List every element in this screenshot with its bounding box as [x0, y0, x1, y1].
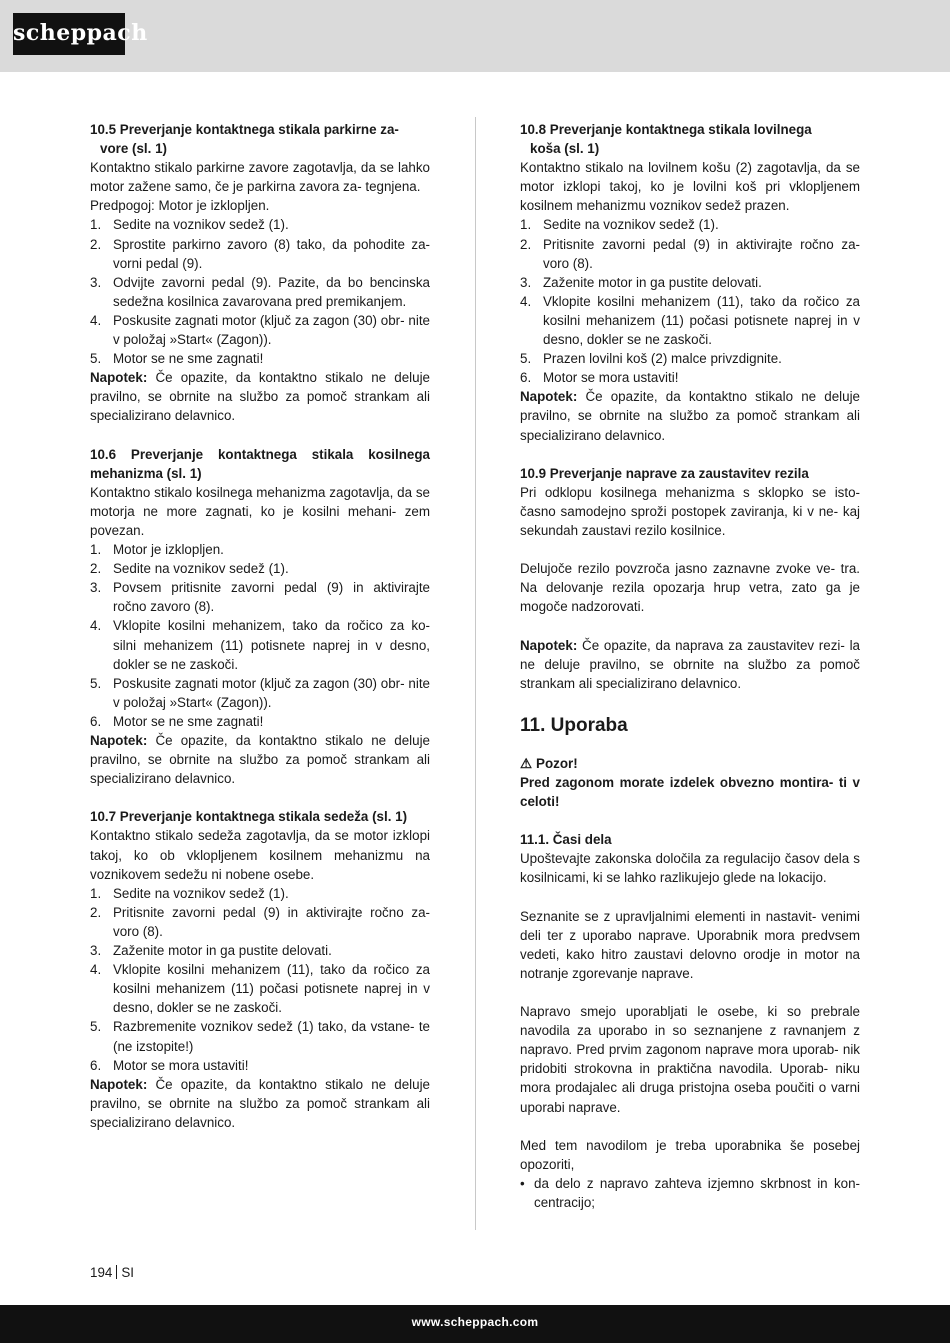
- section-10-5-steps: [90, 215, 430, 368]
- section-10-5-note: Napotek: Če opazite, da kontaktno stikalo ne deluje pravilno, se obrnite na službo za pomoč strankam ali specializirano delavnico.: [90, 370, 430, 424]
- section-10-8-heading: 10.8 Preverjanje kontaktnega stikala lovilnega koša (sl. 1): [520, 122, 812, 157]
- section-10-5-precondition: Predpogoj: Motor je izklopljen.: [90, 198, 270, 214]
- list-item: 3. Zaženite motor in ga pustite delovati.: [520, 274, 762, 290]
- list-item: 4. Vklopite kosilni mehanizem, tako da ročico za ko- silni mehanizem (11) potisnete naprej in v desno, dokler se ne zaskoči.: [90, 618, 430, 672]
- list-item: 5. Poskusite zagnati motor (ključ za zagon (30) obr- nite v položaj »Start« (Zagon)).: [90, 675, 430, 710]
- section-11-1-bullets: [520, 1174, 860, 1212]
- language-code: SI: [121, 1265, 134, 1280]
- section-10-8-intro: Kontaktno stikalo na lovilnem košu (2) zagotavlja, da se motor izklopi takoj, ko je lovilni koš pri vklopljenem kosilnem mehanizmu voznikov sedež prazen.: [520, 160, 860, 214]
- list-item: 5. Razbremenite voznikov sedež (1) tako, da vstane- te (ne izstopite!): [90, 1019, 430, 1054]
- list-item: 2. Sedite na voznikov sedež (1).: [90, 561, 289, 577]
- section-10-5-heading: 10.5 Preverjanje kontaktnega stikala parkirne za- vore (sl. 1): [90, 122, 399, 157]
- list-item: 1. Sedite na voznikov sedež (1).: [520, 217, 719, 233]
- section-10-5-intro: Kontaktno stikalo parkirne zavore zagotavlja, da se lahko motor zažene samo, če je parkirna zavora za- tegnjena.: [90, 160, 430, 195]
- section-10-8-note: Napotek: Če opazite, da kontaktno stikalo ne deluje pravilno, se obrnite na službo za pomoč strankam ali specializirano delavnico.: [520, 389, 860, 443]
- list-item: 1. Motor je izklopljen.: [90, 542, 224, 558]
- section-11-1-para2: Seznanite se z upravljalnimi elementi in nastavit- venimi deli ter z uporabo naprave. Uporabnik mora predvsem vedeti, kako hitro zaustavi delovno orodje in motor na notranje zgorevanje naprave.: [520, 908, 860, 981]
- section-10-9-heading: 10.9 Preverjanje naprave za zaustavitev rezila: [520, 465, 809, 481]
- section-10-9-note: Napotek: Če opazite, da naprava za zaustavitev rezi- la ne deluje pravilno, se obrnite na službo za pomoč strankam ali specializirano delavnico.: [520, 637, 860, 691]
- section-10-7-steps: [90, 884, 430, 1075]
- list-item: 4. Vklopite kosilni mehanizem (11), tako da ročico za kosilni mehanizem (11) počasi potisnete naprej in v desno, dokler se ne zaskoči.: [90, 962, 430, 1016]
- list-item: 5. Prazen lovilni koš (2) malce privzdignite.: [520, 351, 782, 367]
- list-item: 3. Povsem pritisnite zavorni pedal (9) in aktivirajte ročno zavoro (8).: [90, 580, 430, 615]
- brand-logo: scheppach: [13, 13, 125, 55]
- list-item: 3. Odvijte zavorni pedal (9). Pazite, da bo bencinska sedežna kosilnica zavarovana pred premikanjem.: [90, 274, 430, 309]
- right-column: [520, 120, 860, 1212]
- left-column: [90, 120, 430, 1132]
- section-10-7-note: Napotek: Če opazite, da kontaktno stikalo ne deluje pravilno, se obrnite na službo za pomoč strankam ali specializirano delavnico.: [90, 1076, 430, 1130]
- warning-icon: ⚠: [520, 755, 533, 771]
- list-item: 4. Vklopite kosilni mehanizem (11), tako da ročico za kosilni mehanizem (11) počasi potisnete naprej in v desno, dokler se ne zaskoči.: [520, 293, 860, 348]
- list-item: 4. Poskusite zagnati motor (ključ za zagon (30) obr- nite v položaj »Start« (Zagon)).: [90, 312, 430, 348]
- section-11-1-para4: Med tem navodilom je treba uporabnika še posebej opozoriti,: [520, 1137, 860, 1172]
- warning-text: Pred zagonom morate izdelek obvezno montira- ti v celoti!: [520, 774, 860, 809]
- section-10-7-intro: Kontaktno stikalo sedeža zagotavlja, da se motor izklopi takoj, ko ob vklopljenem kosilnem mehanizmu na voznikovem sedežu ni nobene osebe.: [90, 828, 430, 882]
- list-item: 6. Motor se ne sme zagnati!: [90, 713, 264, 729]
- section-10-6-steps: [90, 540, 430, 731]
- section-10-7-heading: 10.7 Preverjanje kontaktnega stikala sedeža (sl. 1): [90, 809, 408, 825]
- list-item: • da delo z napravo zahteva izjemno skrbnost in kon- centracijo;: [520, 1175, 860, 1210]
- list-item: 2. Pritisnite zavorni pedal (9) in aktivirajte ročno za- voro (8).: [520, 236, 860, 271]
- website-link[interactable]: www.scheppach.com: [411, 1315, 539, 1329]
- section-11-1-heading: 11.1. Časi dela: [520, 832, 612, 848]
- section-11-1-para1: Upoštevajte zakonska določila za regulacijo časov dela s kosilnicami, ki se lahko razlikujejo glede na lokacijo.: [520, 851, 860, 886]
- list-item: 3. Zaženite motor in ga pustite delovati.: [90, 943, 332, 959]
- section-10-8-steps: [520, 215, 860, 387]
- section-11-heading: 11. Uporaba: [520, 714, 628, 736]
- warning-title: ⚠ Pozor!: [520, 754, 860, 773]
- header-bar: [0, 0, 950, 72]
- column-divider: [475, 117, 476, 1230]
- section-10-9-para2: Delujoče rezilo povzroča jasno zaznavne zvoke ve- tra. Na delovanje rezila opozarja hrup vetra, zato ga je mogoče nadzorovati.: [520, 561, 860, 615]
- list-item: 2. Pritisnite zavorni pedal (9) in aktivirajte ročno za- voro (8).: [90, 904, 430, 939]
- list-item: 1. Sedite na voznikov sedež (1).: [90, 885, 289, 901]
- section-10-9-para1: Pri odklopu kosilnega mehanizma s sklopko se isto- časno samodejno sproži postopek zaviranja, ki v ne- kaj sekundah zaustavi rezilo kosilnice.: [520, 484, 860, 538]
- list-item: 1. Sedite na voznikov sedež (1).: [90, 217, 289, 233]
- list-item: 6. Motor se mora ustaviti!: [520, 370, 679, 386]
- section-10-6-note: Napotek: Če opazite, da kontaktno stikalo ne deluje pravilno, se obrnite na službo za pomoč strankam ali specializirano delavnico.: [90, 733, 430, 787]
- list-item: 5. Motor se ne sme zagnati!: [90, 351, 264, 367]
- section-10-6-intro: Kontaktno stikalo kosilnega mehanizma zagotavlja, da se motorja ne more zagnati, ko je kosilni mehani- zem povezan.: [90, 484, 430, 538]
- page-footer: [90, 1265, 134, 1280]
- section-10-6-heading: 10.6 Preverjanje kontaktnega stikala kosilnega mehanizma (sl. 1): [90, 446, 430, 481]
- page-number: 194: [90, 1265, 113, 1280]
- section-11-1-para3: Napravo smejo uporabljati le osebe, ki so prebrale navodila za uporabo in so seznanjene z ravnanjem z napravo. Pred prvim zagonom naprave mora uporab- nik pridobiti strokovna in praktična navodila. Uporab- niku mora prodajalec ali druga pristojna oseba poučiti o varni uporabi naprave.: [520, 1004, 860, 1115]
- list-item: 6. Motor se mora ustaviti!: [90, 1057, 249, 1073]
- list-item: 2. Sprostite parkirno zavoro (8) tako, da pohodite za- vorni pedal (9).: [90, 236, 430, 271]
- website-footer: [0, 1305, 950, 1343]
